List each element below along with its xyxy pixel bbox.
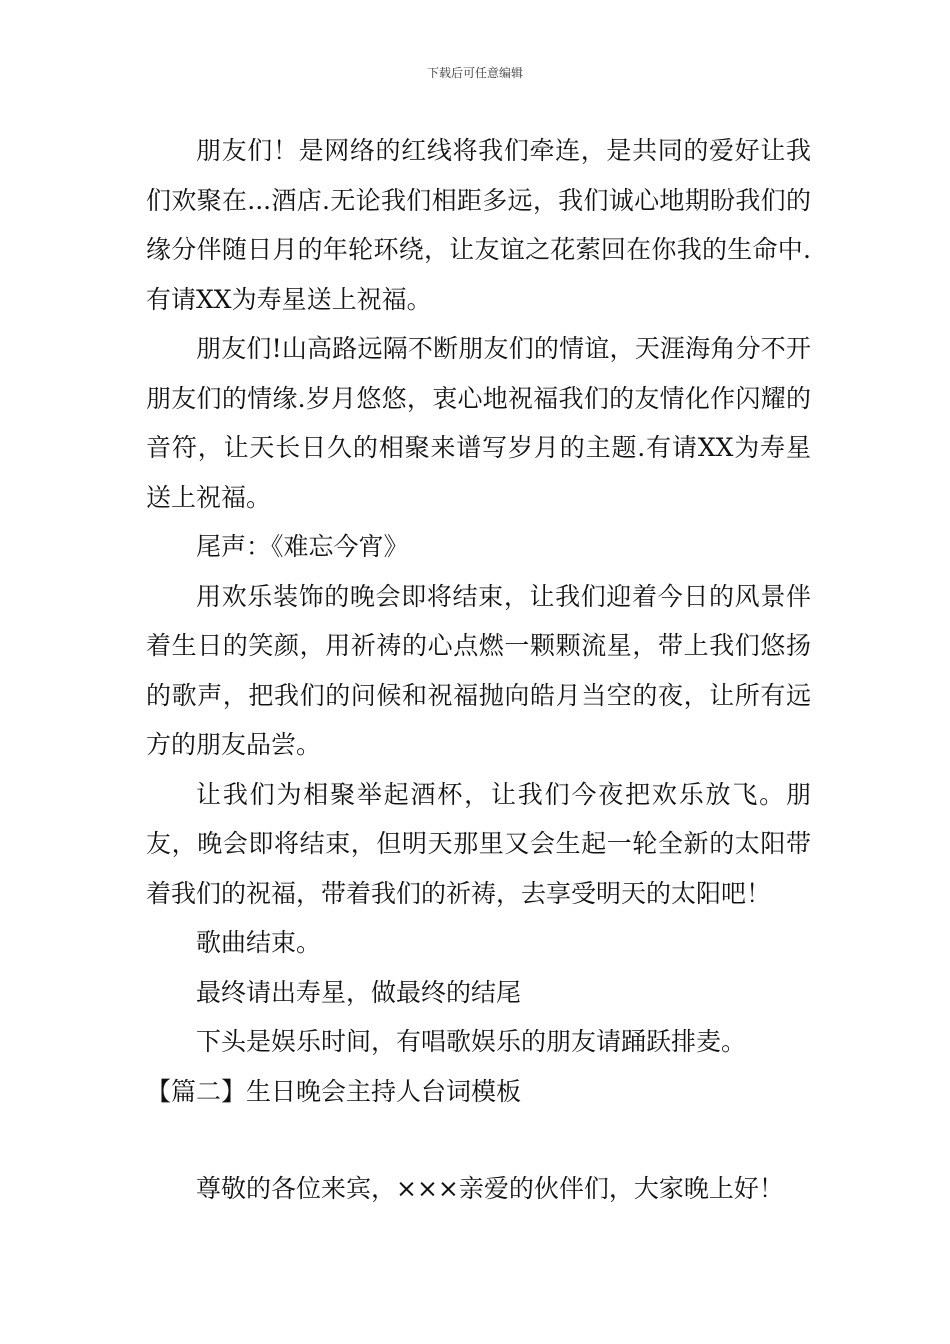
paragraph-birthday-star: 最终请出寿星，做最终的结尾 [196, 977, 522, 1007]
paragraph-party-ending: 用欢乐装饰的晚会即将结束，让我们迎着今日的风景伴着生日的笑颜，用祈祷的心点燃一颗颗流星，带上我们悠扬的歌声，把我们的问候和祝福抛向皓月当空的夜，让所有远方的朋友品尝。 [146, 581, 811, 759]
paragraph-entertainment: 下头是娱乐时间，有唱歌娱乐的朋友请踊跃排麦。 [196, 1027, 747, 1056]
paragraph-song-ends: 歌曲结束。 [196, 928, 322, 957]
paragraph-epilogue-title: 尾声：《难忘今宵》 [196, 532, 409, 561]
paragraph-friends-mountains: 朋友们!山高路远隔不断朋友们的情谊，天涯海角分不开朋友们的情缘.岁月悠悠，衷心地祝福我们的友情化作闪耀的音符，让天长日久的相聚来谱写岁月的主题.有请XX为寿星送上祝福。 [146, 334, 811, 512]
paragraph-friends-network: 朋友们！是网络的红线将我们牵连，是共同的爱好让我们欢聚在...酒店.无论我们相距多远，我们诚心地期盼我们的缘分伴随日月的年轮环绕，让友谊之花萦回在你我的生命中.有请XX为寿星送上祝福。 [146, 136, 811, 314]
page-header-note: 下载后可任意编辑 [426, 66, 523, 80]
spacer [146, 1116, 811, 1164]
document-body [146, 126, 811, 1214]
paragraph-greeting: 尊敬的各位来宾，×××亲爱的伙伴们，大家晚上好！ [196, 1174, 784, 1203]
paragraph-raise-glasses: 让我们为相聚举起酒杯，让我们今夜把欢乐放飞。朋友，晚会即将结束，但明天那里又会生起一轮全新的太阳带着我们的祝福，带着我们的祈祷，去享受明天的太阳吧！ [146, 779, 811, 908]
section-title: 【篇二】生日晚会主持人台词模板 [146, 1076, 522, 1106]
